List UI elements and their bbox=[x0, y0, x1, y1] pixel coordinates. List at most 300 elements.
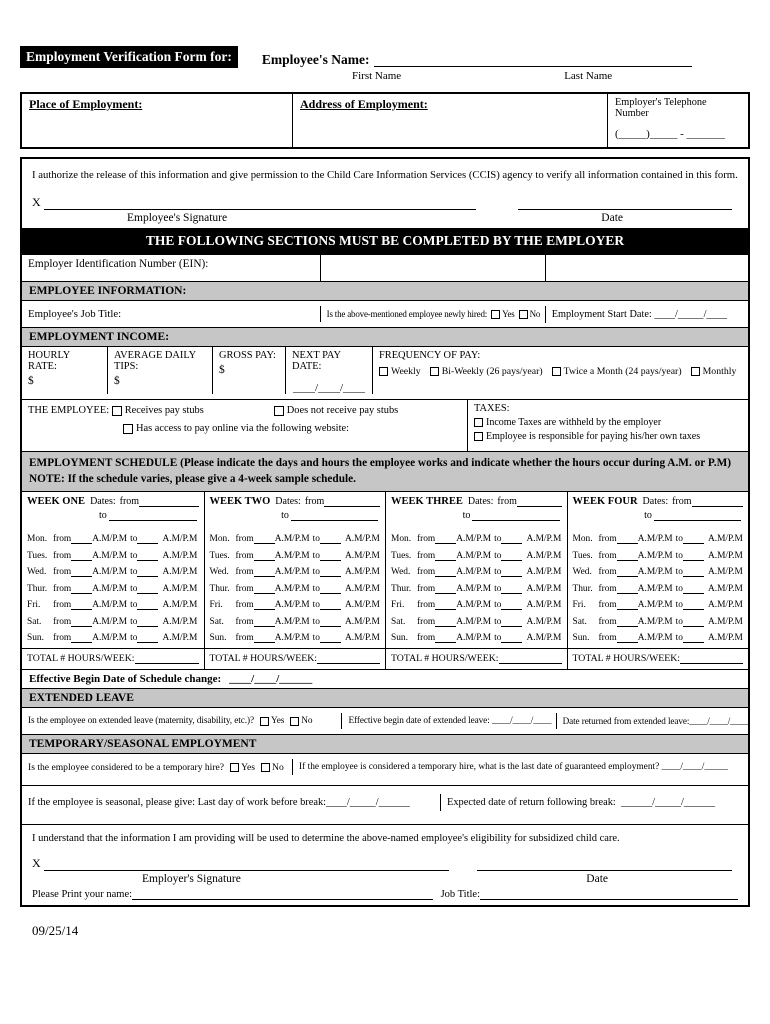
time-to-blank[interactable] bbox=[320, 600, 341, 610]
day-label: Fri. bbox=[27, 600, 41, 611]
total-hours-blank[interactable] bbox=[135, 654, 199, 664]
day-label: Sun. bbox=[27, 633, 44, 644]
time-from-blank[interactable] bbox=[71, 600, 92, 610]
time-from-blank[interactable] bbox=[71, 617, 92, 627]
extended-leave-header: EXTENDED LEAVE bbox=[22, 688, 748, 707]
temporary-hire-question: Is the employee considered to be a temporary hire? bbox=[28, 761, 225, 773]
from-label: from bbox=[235, 616, 254, 627]
authorization-text: I authorize the release of this information and give permission to the Child Care Information Services (CCIS) agency to verify all information contained in this form. bbox=[32, 169, 738, 181]
schedule-day-row bbox=[391, 561, 562, 578]
time-from-blank[interactable] bbox=[254, 633, 275, 643]
time-from-blank[interactable] bbox=[435, 600, 456, 610]
schedule-day-row bbox=[573, 610, 744, 627]
time-to-blank[interactable] bbox=[683, 534, 704, 544]
to-label: to bbox=[494, 633, 502, 644]
monthly-label: Monthly bbox=[702, 366, 737, 377]
week-total bbox=[568, 648, 749, 669]
job-title-label: Employee's Job Title: bbox=[28, 308, 122, 320]
seasonal-return-blank[interactable]: ______/_____/______ bbox=[621, 796, 716, 808]
time-from-blank[interactable] bbox=[71, 551, 92, 561]
job-title-label: Job Title: bbox=[440, 889, 480, 901]
form-header bbox=[20, 46, 750, 68]
from-label: from bbox=[598, 534, 617, 545]
to-label: to bbox=[675, 534, 683, 545]
print-name-label: Please Print your name: bbox=[32, 889, 133, 901]
week-title: WEEK FOUR bbox=[572, 495, 638, 507]
ampm-label: A.M/P.M bbox=[344, 616, 380, 627]
next-pay-date-blank[interactable]: ____/____/____ bbox=[292, 382, 366, 394]
ampm-label: A.M/P.M bbox=[274, 534, 310, 545]
time-to-blank[interactable] bbox=[683, 551, 704, 561]
total-hours-label: TOTAL # HOURS/WEEK: bbox=[209, 653, 318, 665]
to-label: to bbox=[494, 600, 502, 611]
dates-to-blank[interactable] bbox=[654, 511, 741, 521]
from-label: from bbox=[598, 550, 617, 561]
employment-location-table bbox=[20, 92, 750, 149]
schedule-day-row bbox=[210, 561, 381, 578]
no-label: No bbox=[529, 309, 541, 319]
schedule-day-row bbox=[573, 561, 744, 578]
time-from-blank[interactable] bbox=[254, 567, 275, 577]
ampm-label: A.M/P.M bbox=[707, 600, 743, 611]
ampm-label: A.M/P.M bbox=[707, 567, 743, 578]
to-label: to bbox=[675, 600, 683, 611]
taxes-withheld-checkbox[interactable] bbox=[474, 418, 483, 427]
time-to-blank[interactable] bbox=[320, 584, 341, 594]
from-label: from bbox=[53, 567, 72, 578]
day-label: Fri. bbox=[572, 600, 586, 611]
total-hours-blank[interactable] bbox=[680, 654, 743, 664]
week-column bbox=[22, 492, 204, 670]
temporary-hire-yes-checkbox[interactable] bbox=[230, 763, 239, 772]
receives-pay-stubs-label: Receives pay stubs bbox=[124, 405, 204, 416]
from-label: from bbox=[235, 534, 254, 545]
bi-weekly-checkbox[interactable] bbox=[430, 367, 439, 376]
ampm-label: A.M/P.M bbox=[456, 616, 492, 627]
from-label: from bbox=[417, 567, 436, 578]
day-label: Tues. bbox=[391, 550, 412, 561]
ampm-label: A.M/P.M bbox=[162, 633, 198, 644]
week-column bbox=[204, 492, 386, 670]
dates-from-blank[interactable] bbox=[517, 497, 562, 507]
schedule-day-rows bbox=[391, 528, 562, 644]
schedule-day-row bbox=[27, 627, 199, 644]
time-from-blank[interactable] bbox=[435, 617, 456, 627]
time-from-blank[interactable] bbox=[254, 584, 275, 594]
week-total bbox=[386, 648, 567, 669]
ampm-label: A.M/P.M bbox=[456, 633, 492, 644]
avg-daily-tips-cell[interactable] bbox=[107, 347, 212, 394]
pay-stub-taxes-row bbox=[22, 399, 748, 451]
schedule-day-row bbox=[573, 594, 744, 611]
from-label: from bbox=[598, 583, 617, 594]
certification-text: I understand that the information I am providing will be used to determine the above-named employee's eligibility for subsidized child care. bbox=[32, 833, 620, 845]
time-from-blank[interactable] bbox=[617, 551, 638, 561]
employee-signature-line bbox=[32, 195, 738, 210]
address-of-employment-cell[interactable] bbox=[292, 94, 607, 147]
extended-leave-return-cell bbox=[556, 713, 748, 729]
time-to-blank[interactable] bbox=[137, 567, 158, 577]
from-label: from bbox=[53, 600, 72, 611]
from-label: from bbox=[235, 600, 254, 611]
employment-income-row bbox=[22, 346, 748, 394]
next-pay-date-cell bbox=[285, 347, 372, 394]
schedule-day-row bbox=[27, 610, 199, 627]
time-to-blank[interactable] bbox=[683, 584, 704, 594]
hourly-rate-dollar: $ bbox=[28, 375, 34, 387]
day-label: Tues. bbox=[27, 550, 48, 561]
schedule-day-row bbox=[573, 544, 744, 561]
week-header-to bbox=[99, 510, 198, 521]
guaranteed-employment-label: If the employee is considered a temporary hire, what is the last date of guaranteed employment? bbox=[299, 762, 660, 773]
no-label: No bbox=[272, 761, 284, 773]
time-from-blank[interactable] bbox=[254, 534, 275, 544]
time-to-blank[interactable] bbox=[683, 617, 704, 627]
avg-daily-tips-label: AVERAGE DAILY TIPS: bbox=[114, 350, 196, 372]
total-hours-label: TOTAL # HOURS/WEEK: bbox=[391, 653, 499, 665]
from-label: from bbox=[417, 633, 436, 644]
ampm-label: A.M/P.M bbox=[344, 633, 380, 644]
from-label: from bbox=[417, 534, 436, 545]
time-from-blank[interactable] bbox=[254, 617, 275, 627]
day-label: Sat. bbox=[572, 616, 587, 627]
extended-leave-no-checkbox[interactable] bbox=[290, 717, 299, 726]
address-of-employment-label: Address of Employment: bbox=[300, 97, 428, 111]
to-label: to bbox=[312, 616, 320, 627]
time-to-blank[interactable] bbox=[501, 567, 522, 577]
from-label: from bbox=[53, 583, 72, 594]
to-label: to bbox=[462, 509, 471, 521]
to-label: to bbox=[675, 633, 683, 644]
time-from-blank[interactable] bbox=[71, 633, 92, 643]
employer-signature-captions bbox=[32, 873, 738, 885]
time-to-blank[interactable] bbox=[320, 534, 341, 544]
ampm-label: A.M/P.M bbox=[274, 583, 310, 594]
dates-from-blank[interactable] bbox=[324, 497, 380, 507]
schedule-day-row bbox=[573, 528, 744, 545]
to-label: to bbox=[675, 616, 683, 627]
week-header bbox=[573, 496, 744, 507]
ampm-label: A.M/P.M bbox=[162, 567, 198, 578]
week-total bbox=[22, 648, 204, 669]
seasonal-return-label: Expected date of return following break: bbox=[447, 796, 616, 808]
to-label: to bbox=[312, 550, 320, 561]
from-label: from bbox=[53, 616, 72, 627]
ampm-label: A.M/P.M bbox=[162, 616, 198, 627]
x-label: X bbox=[32, 195, 41, 209]
pay-online-checkbox[interactable] bbox=[123, 424, 133, 434]
employment-start-date-label: Employment Start Date: bbox=[551, 308, 652, 320]
day-label: Sun. bbox=[209, 633, 227, 644]
time-to-blank[interactable] bbox=[683, 600, 704, 610]
to-label: to bbox=[494, 567, 502, 578]
ein-row bbox=[22, 254, 748, 281]
dates-to-blank[interactable] bbox=[472, 511, 559, 521]
from-label: from bbox=[417, 583, 436, 594]
time-to-blank[interactable] bbox=[137, 600, 158, 610]
to-label: to bbox=[312, 600, 320, 611]
time-to-blank[interactable] bbox=[137, 617, 158, 627]
to-label: to bbox=[130, 550, 138, 561]
time-from-blank[interactable] bbox=[435, 584, 456, 594]
time-to-blank[interactable] bbox=[501, 617, 522, 627]
time-from-blank[interactable] bbox=[254, 600, 275, 610]
employee-name-blank[interactable] bbox=[374, 54, 692, 67]
weekly-checkbox[interactable] bbox=[379, 367, 388, 376]
schedule-day-row bbox=[573, 627, 744, 644]
ein-value-cell[interactable] bbox=[320, 255, 545, 281]
employer-phone-label: Employer's Telephone Number bbox=[615, 97, 707, 119]
ampm-label: A.M/P.M bbox=[526, 616, 562, 627]
time-from-blank[interactable] bbox=[435, 551, 456, 561]
name-sublabels bbox=[20, 70, 750, 82]
newly-hired-no-checkbox[interactable] bbox=[519, 310, 528, 319]
taxes-cell bbox=[467, 400, 748, 451]
time-to-blank[interactable] bbox=[137, 551, 158, 561]
to-label: to bbox=[312, 583, 320, 594]
dates-to-blank[interactable] bbox=[109, 511, 197, 521]
hourly-rate-cell[interactable] bbox=[22, 347, 107, 394]
total-hours-label: TOTAL # HOURS/WEEK: bbox=[572, 653, 681, 665]
week-header bbox=[27, 496, 199, 507]
schedule-day-row bbox=[210, 528, 381, 545]
signature-captions bbox=[32, 212, 738, 224]
to-label: to bbox=[130, 567, 138, 578]
time-to-blank[interactable] bbox=[320, 567, 341, 577]
to-label: to bbox=[281, 509, 289, 521]
week-header-to bbox=[463, 510, 562, 521]
time-to-blank[interactable] bbox=[320, 617, 341, 627]
schedule-day-row bbox=[210, 594, 381, 611]
ampm-label: A.M/P.M bbox=[707, 583, 743, 594]
yes-label: Yes bbox=[271, 716, 285, 727]
ampm-label: A.M/P.M bbox=[637, 633, 673, 644]
time-to-blank[interactable] bbox=[683, 567, 704, 577]
avg-daily-tips-dollar: $ bbox=[114, 375, 120, 387]
hourly-rate-label: HOURLY RATE: bbox=[28, 350, 70, 372]
ampm-label: A.M/P.M bbox=[526, 600, 562, 611]
ampm-label: A.M/P.M bbox=[526, 534, 562, 545]
from-label: from bbox=[598, 600, 617, 611]
ampm-label: A.M/P.M bbox=[637, 600, 673, 611]
week-header bbox=[391, 496, 562, 507]
first-name-label: First Name bbox=[352, 70, 402, 82]
to-label: to bbox=[494, 583, 502, 594]
dates-label: Dates: bbox=[275, 495, 301, 507]
day-label: Thur. bbox=[391, 583, 412, 594]
ampm-label: A.M/P.M bbox=[526, 633, 562, 644]
schedule-day-row bbox=[210, 627, 381, 644]
schedule-change-blank[interactable]: ____/____/______ bbox=[229, 673, 313, 686]
dates-from-blank[interactable] bbox=[139, 497, 198, 507]
week-title: WEEK ONE bbox=[27, 495, 86, 507]
employer-signature-blank[interactable] bbox=[44, 859, 449, 871]
ampm-label: A.M/P.M bbox=[274, 567, 310, 578]
gross-pay-cell[interactable] bbox=[212, 347, 285, 394]
employer-sections-banner: THE FOLLOWING SECTIONS MUST BE COMPLETED BY THE EMPLOYER bbox=[22, 228, 748, 254]
seasonal-last-day-blank[interactable]: ____/_____/______ bbox=[326, 796, 410, 808]
from-label: from bbox=[235, 633, 254, 644]
to-label: to bbox=[675, 583, 683, 594]
ampm-label: A.M/P.M bbox=[344, 534, 380, 545]
total-hours-blank[interactable] bbox=[499, 654, 562, 664]
total-hours-blank[interactable] bbox=[317, 654, 380, 664]
ampm-label: A.M/P.M bbox=[92, 567, 128, 578]
ein-extra-cell[interactable] bbox=[545, 255, 748, 281]
schedule-day-row bbox=[391, 594, 562, 611]
time-from-blank[interactable] bbox=[617, 534, 638, 544]
temporary-hire-question-cell bbox=[22, 759, 292, 776]
monthly-checkbox[interactable] bbox=[691, 367, 700, 376]
to-label: to bbox=[130, 583, 138, 594]
day-label: Thur. bbox=[572, 583, 593, 594]
schedule-day-row bbox=[391, 544, 562, 561]
schedule-day-row bbox=[210, 544, 381, 561]
ampm-label: A.M/P.M bbox=[637, 583, 673, 594]
ampm-label: A.M/P.M bbox=[162, 550, 198, 561]
twice-a-month-checkbox[interactable] bbox=[552, 367, 561, 376]
from-label: from bbox=[53, 534, 72, 545]
time-from-blank[interactable] bbox=[71, 567, 92, 577]
extended-leave-return-blank[interactable]: ____/____/____ bbox=[689, 716, 748, 727]
temporary-hire-row bbox=[22, 753, 748, 780]
schedule-day-rows bbox=[573, 528, 744, 644]
from-label: from bbox=[417, 550, 436, 561]
time-to-blank[interactable] bbox=[501, 551, 522, 561]
place-of-employment-label: Place of Employment: bbox=[29, 97, 143, 111]
ampm-label: A.M/P.M bbox=[456, 534, 492, 545]
day-label: Fri. bbox=[209, 600, 223, 611]
employer-date-blank[interactable] bbox=[477, 859, 732, 871]
employment-income-header: EMPLOYMENT INCOME: bbox=[22, 327, 748, 346]
extended-leave-yes-checkbox[interactable] bbox=[260, 717, 269, 726]
time-from-blank[interactable] bbox=[617, 633, 638, 643]
ampm-label: A.M/P.M bbox=[707, 550, 743, 561]
time-to-blank[interactable] bbox=[501, 534, 522, 544]
day-label: Wed. bbox=[209, 567, 229, 578]
employer-phone-cell bbox=[607, 94, 748, 147]
employee-signature-label: Employee's Signature bbox=[127, 212, 228, 224]
time-to-blank[interactable] bbox=[137, 633, 158, 643]
newly-hired-yes-checkbox[interactable] bbox=[491, 310, 500, 319]
day-label: Mon. bbox=[572, 534, 593, 545]
time-from-blank[interactable] bbox=[71, 534, 92, 544]
time-to-blank[interactable] bbox=[320, 633, 341, 643]
time-from-blank[interactable] bbox=[617, 600, 638, 610]
ampm-label: A.M/P.M bbox=[274, 633, 310, 644]
to-label: to bbox=[312, 633, 320, 644]
schedule-change-row bbox=[22, 669, 748, 688]
employer-signature-label: Employer's Signature bbox=[142, 873, 241, 886]
from-label: from bbox=[235, 583, 254, 594]
yes-label: Yes bbox=[241, 761, 256, 773]
time-from-blank[interactable] bbox=[435, 567, 456, 577]
job-title-blank[interactable] bbox=[480, 889, 738, 900]
day-label: Tues. bbox=[572, 550, 593, 561]
from-label: from bbox=[417, 616, 436, 627]
seasonal-last-day-label: If the employee is seasonal, please give: Last day of work before break: bbox=[28, 796, 327, 808]
dates-from-blank[interactable] bbox=[692, 497, 743, 507]
time-from-blank[interactable] bbox=[71, 584, 92, 594]
dates-label: Dates: bbox=[642, 495, 669, 507]
place-of-employment-cell[interactable] bbox=[22, 94, 292, 147]
extended-leave-begin-blank[interactable]: ____/____/____ bbox=[491, 716, 552, 727]
week-title: WEEK THREE bbox=[391, 495, 463, 507]
temporary-hire-no-checkbox[interactable] bbox=[261, 763, 270, 772]
extended-leave-question: Is the employee on extended leave (maternity, disability, etc.)? bbox=[28, 716, 255, 727]
date-label: Date bbox=[586, 873, 608, 886]
day-label: Mon. bbox=[391, 534, 412, 545]
ampm-label: A.M/P.M bbox=[274, 550, 310, 561]
employee-date-blank[interactable] bbox=[518, 198, 732, 210]
time-to-blank[interactable] bbox=[137, 584, 158, 594]
time-to-blank[interactable] bbox=[501, 600, 522, 610]
from-label: from bbox=[53, 550, 72, 561]
time-to-blank[interactable] bbox=[501, 584, 522, 594]
does-not-receive-pay-stubs-checkbox[interactable] bbox=[274, 406, 284, 416]
time-to-blank[interactable] bbox=[501, 633, 522, 643]
frequency-of-pay-cell bbox=[372, 347, 748, 394]
dates-to-blank[interactable] bbox=[291, 511, 378, 521]
time-from-blank[interactable] bbox=[435, 633, 456, 643]
time-from-blank[interactable] bbox=[435, 534, 456, 544]
time-to-blank[interactable] bbox=[683, 633, 704, 643]
employee-signature-blank[interactable] bbox=[44, 198, 476, 210]
ampm-label: A.M/P.M bbox=[344, 583, 380, 594]
print-name-row bbox=[32, 889, 738, 903]
employment-start-date-blank[interactable]: ____/_____/____ bbox=[654, 308, 728, 320]
ampm-label: A.M/P.M bbox=[456, 567, 492, 578]
time-from-blank[interactable] bbox=[617, 584, 638, 594]
yes-label: Yes bbox=[502, 309, 515, 319]
time-to-blank[interactable] bbox=[320, 551, 341, 561]
job-title-cell[interactable] bbox=[22, 305, 320, 323]
employer-phone-blank[interactable]: (_____)_____ - _______ bbox=[615, 128, 725, 140]
taxes-own-checkbox[interactable] bbox=[474, 432, 483, 441]
day-label: Wed. bbox=[27, 567, 47, 578]
ampm-label: A.M/P.M bbox=[344, 550, 380, 561]
from-label: from bbox=[304, 495, 325, 507]
last-name-label: Last Name bbox=[564, 70, 613, 82]
schedule-day-row bbox=[27, 544, 199, 561]
ampm-label: A.M/P.M bbox=[92, 534, 128, 545]
frequency-options bbox=[379, 366, 742, 377]
to-label: to bbox=[130, 633, 138, 644]
form-body bbox=[20, 157, 750, 907]
time-from-blank[interactable] bbox=[617, 567, 638, 577]
dates-label: Dates: bbox=[467, 495, 494, 507]
ampm-label: A.M/P.M bbox=[456, 550, 492, 561]
receives-pay-stubs-checkbox[interactable] bbox=[112, 406, 122, 416]
print-name-blank[interactable] bbox=[132, 889, 433, 900]
day-label: Fri. bbox=[391, 600, 405, 611]
taxes-withheld-label: Income Taxes are withheld by the employer bbox=[486, 417, 662, 428]
schedule-day-row bbox=[391, 627, 562, 644]
week-header-to bbox=[281, 510, 380, 521]
ampm-label: A.M/P.M bbox=[274, 616, 310, 627]
time-from-blank[interactable] bbox=[617, 617, 638, 627]
time-from-blank[interactable] bbox=[254, 551, 275, 561]
total-hours-label: TOTAL # HOURS/WEEK: bbox=[27, 653, 135, 665]
time-to-blank[interactable] bbox=[137, 534, 158, 544]
day-label: Sun. bbox=[391, 633, 408, 644]
from-label: from bbox=[235, 567, 254, 578]
guaranteed-employment-blank[interactable]: ____/____/_____ bbox=[661, 762, 728, 773]
schedule-day-row bbox=[27, 594, 199, 611]
to-label: to bbox=[130, 616, 138, 627]
x-label: X bbox=[32, 856, 41, 871]
schedule-day-row bbox=[210, 610, 381, 627]
